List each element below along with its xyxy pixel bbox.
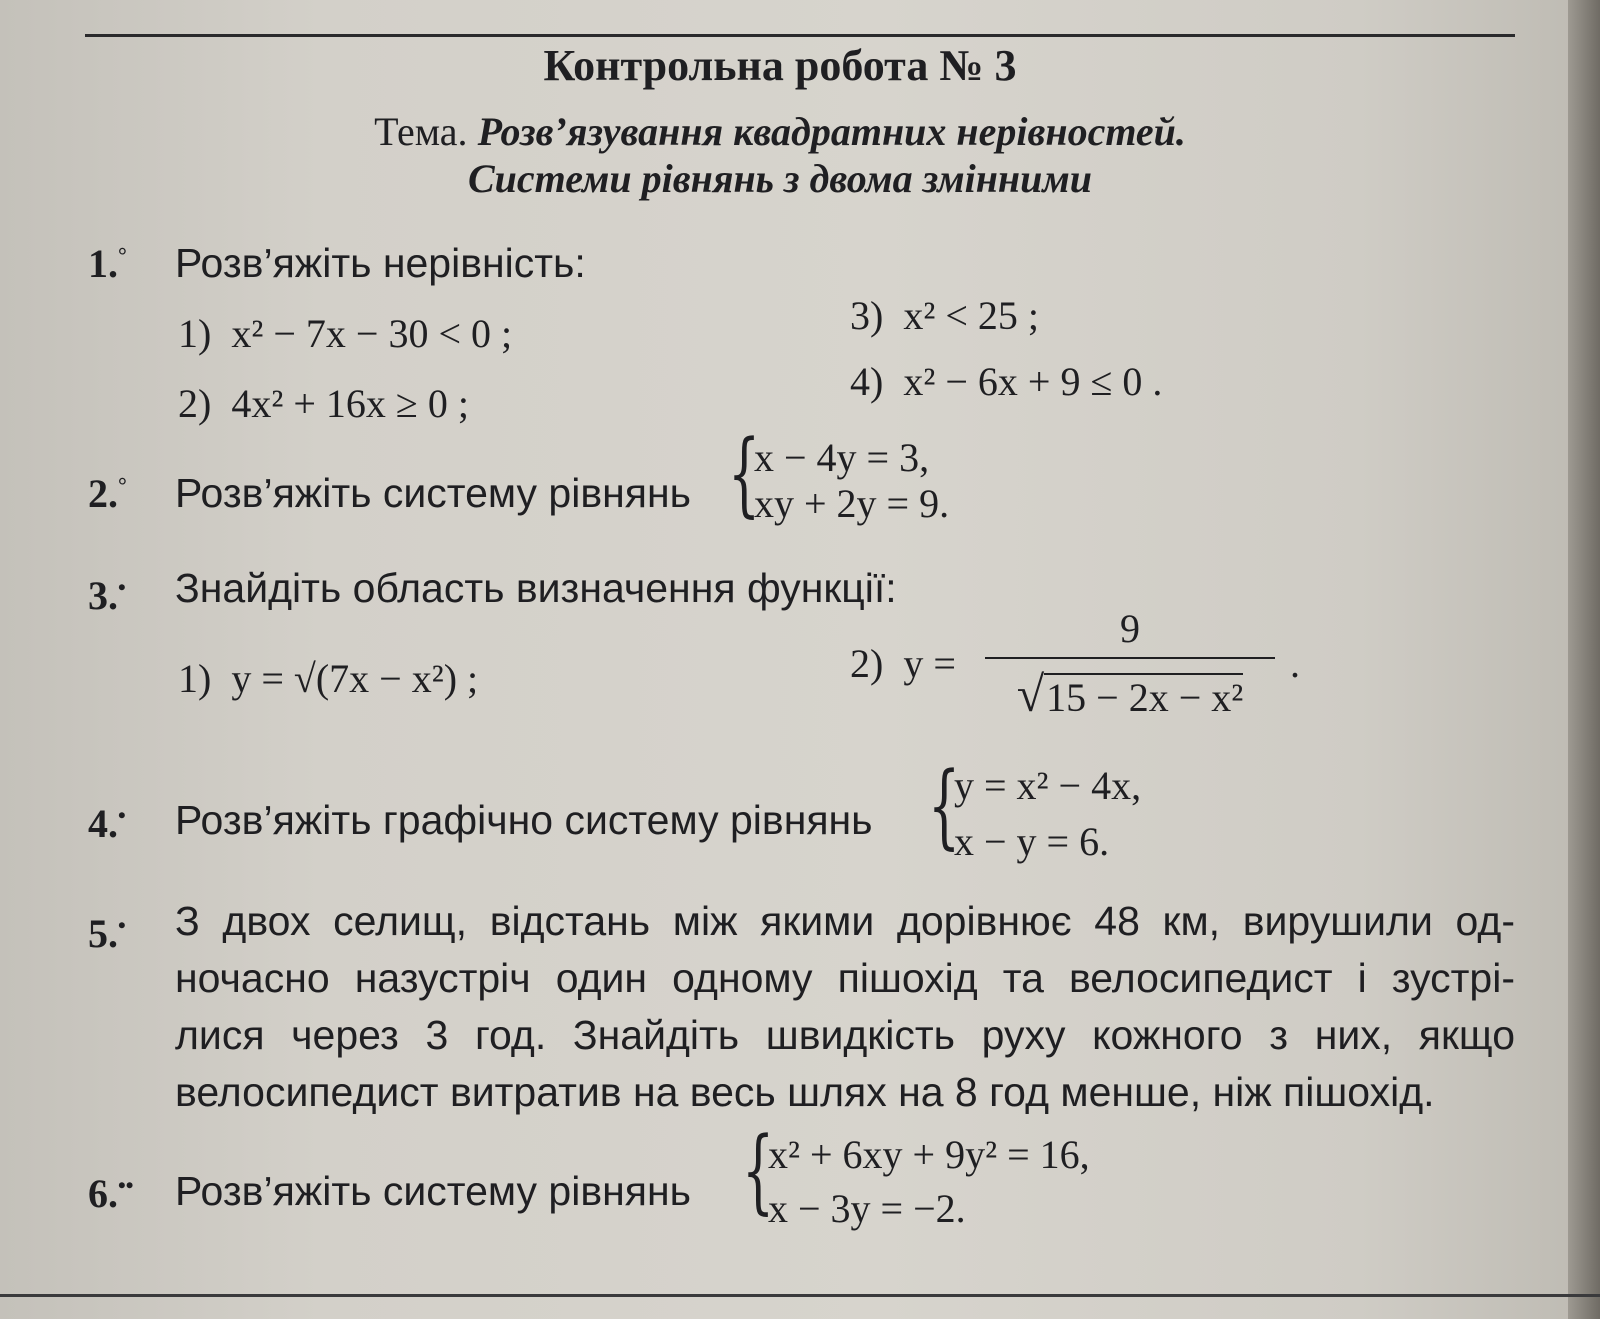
task-2-eq-1: x − 4y = 3, bbox=[754, 435, 930, 480]
task-5-line-2: ночасно назустріч один одному пішохід та велосипедист і зустрі- bbox=[175, 955, 1515, 1001]
task-5-line-1: З двох селищ, відстань між якими дорівнює 48 км, вирушили од- bbox=[175, 898, 1515, 944]
task-2-eq-2: xy + 2y = 9. bbox=[754, 481, 950, 526]
task-3-item-2-label: 2) y = bbox=[850, 641, 956, 686]
task-1-item-2: 2) 4x² + 16x ≥ 0 ; bbox=[178, 381, 469, 426]
task-3-fraction bbox=[985, 605, 1275, 722]
task-5-line-3: лися через 3 год. Знайдіть швидкість руху кожного з них, якщо bbox=[175, 1012, 1515, 1058]
task-5-line-4: велосипедист витратив на весь шлях на 8 год менше, ніж пішохід. bbox=[175, 1069, 1435, 1115]
task-1-expr-3: x² < 25 ; bbox=[903, 293, 1039, 338]
radical-sign: √ bbox=[1016, 666, 1045, 722]
task-3-number: 3.• bbox=[88, 573, 126, 618]
task-1-statement: Розв’яжіть нерівність: bbox=[175, 240, 586, 286]
task-6-eq-2: x − 3y = −2. bbox=[768, 1186, 966, 1231]
task-6-number: 6.•• bbox=[88, 1171, 134, 1216]
task-3-statement: Знайдіть область визначення функції: bbox=[175, 565, 897, 611]
task-1-expr-2: 4x² + 16x ≥ 0 ; bbox=[231, 381, 469, 426]
task-1-item-4: 4) x² − 6x + 9 ≤ 0 . bbox=[850, 359, 1163, 404]
task-4-statement: Розв’яжіть графічно систему рівнянь bbox=[175, 797, 873, 843]
top-rule bbox=[85, 34, 1515, 37]
book-spine-edge bbox=[1568, 0, 1600, 1319]
system-brace: { bbox=[742, 1117, 775, 1224]
theme-line-1 bbox=[0, 108, 1560, 155]
task-4-number: 4.• bbox=[88, 801, 126, 846]
system-brace: { bbox=[728, 420, 761, 527]
task-4-eq-2: x − y = 6. bbox=[954, 819, 1110, 864]
bottom-rule bbox=[0, 1294, 1600, 1297]
task-1-expr-1: x² − 7x − 30 < 0 ; bbox=[231, 311, 513, 356]
task-2-statement: Розв’яжіть систему рівнянь bbox=[175, 470, 691, 516]
task-6-eq-1: x² + 6xy + 9y² = 16, bbox=[768, 1132, 1090, 1177]
task-1-item-3: 3) x² < 25 ; bbox=[850, 293, 1039, 338]
task-5-text bbox=[175, 893, 1515, 1121]
task-3-item-1: 1) y = √(7x − x²) ; bbox=[178, 656, 479, 701]
task-2-number: 2.° bbox=[88, 471, 127, 516]
system-brace: { bbox=[928, 752, 961, 859]
theme-line-2: Системи рівнянь з двома змінними bbox=[467, 156, 1093, 201]
task-3-func-1: y = √(7x − x²) ; bbox=[231, 656, 479, 701]
task-5-number: 5.• bbox=[88, 911, 126, 956]
fraction-denominator: √15 − 2x − x² bbox=[1016, 666, 1244, 722]
task-3-func-2-end: . bbox=[1290, 641, 1300, 686]
page-title: Контрольна робота № 3 bbox=[543, 41, 1017, 90]
task-1-item-1: 1) x² − 7x − 30 < 0 ; bbox=[178, 311, 513, 356]
task-1-expr-4: x² − 6x + 9 ≤ 0 . bbox=[903, 359, 1163, 404]
task-6-statement: Розв’яжіть систему рівнянь bbox=[175, 1168, 691, 1214]
theme-text-1: Розв’язування квадратних нерівностей. bbox=[477, 109, 1186, 154]
task-3-func-2-left: y = bbox=[903, 641, 956, 686]
fraction-bar bbox=[985, 657, 1275, 659]
fraction-numerator: 9 bbox=[1120, 606, 1140, 651]
theme-prefix: Тема. bbox=[374, 109, 468, 154]
task-4-eq-1: y = x² − 4x, bbox=[954, 763, 1142, 808]
task-1-number: 1.° bbox=[88, 241, 127, 286]
